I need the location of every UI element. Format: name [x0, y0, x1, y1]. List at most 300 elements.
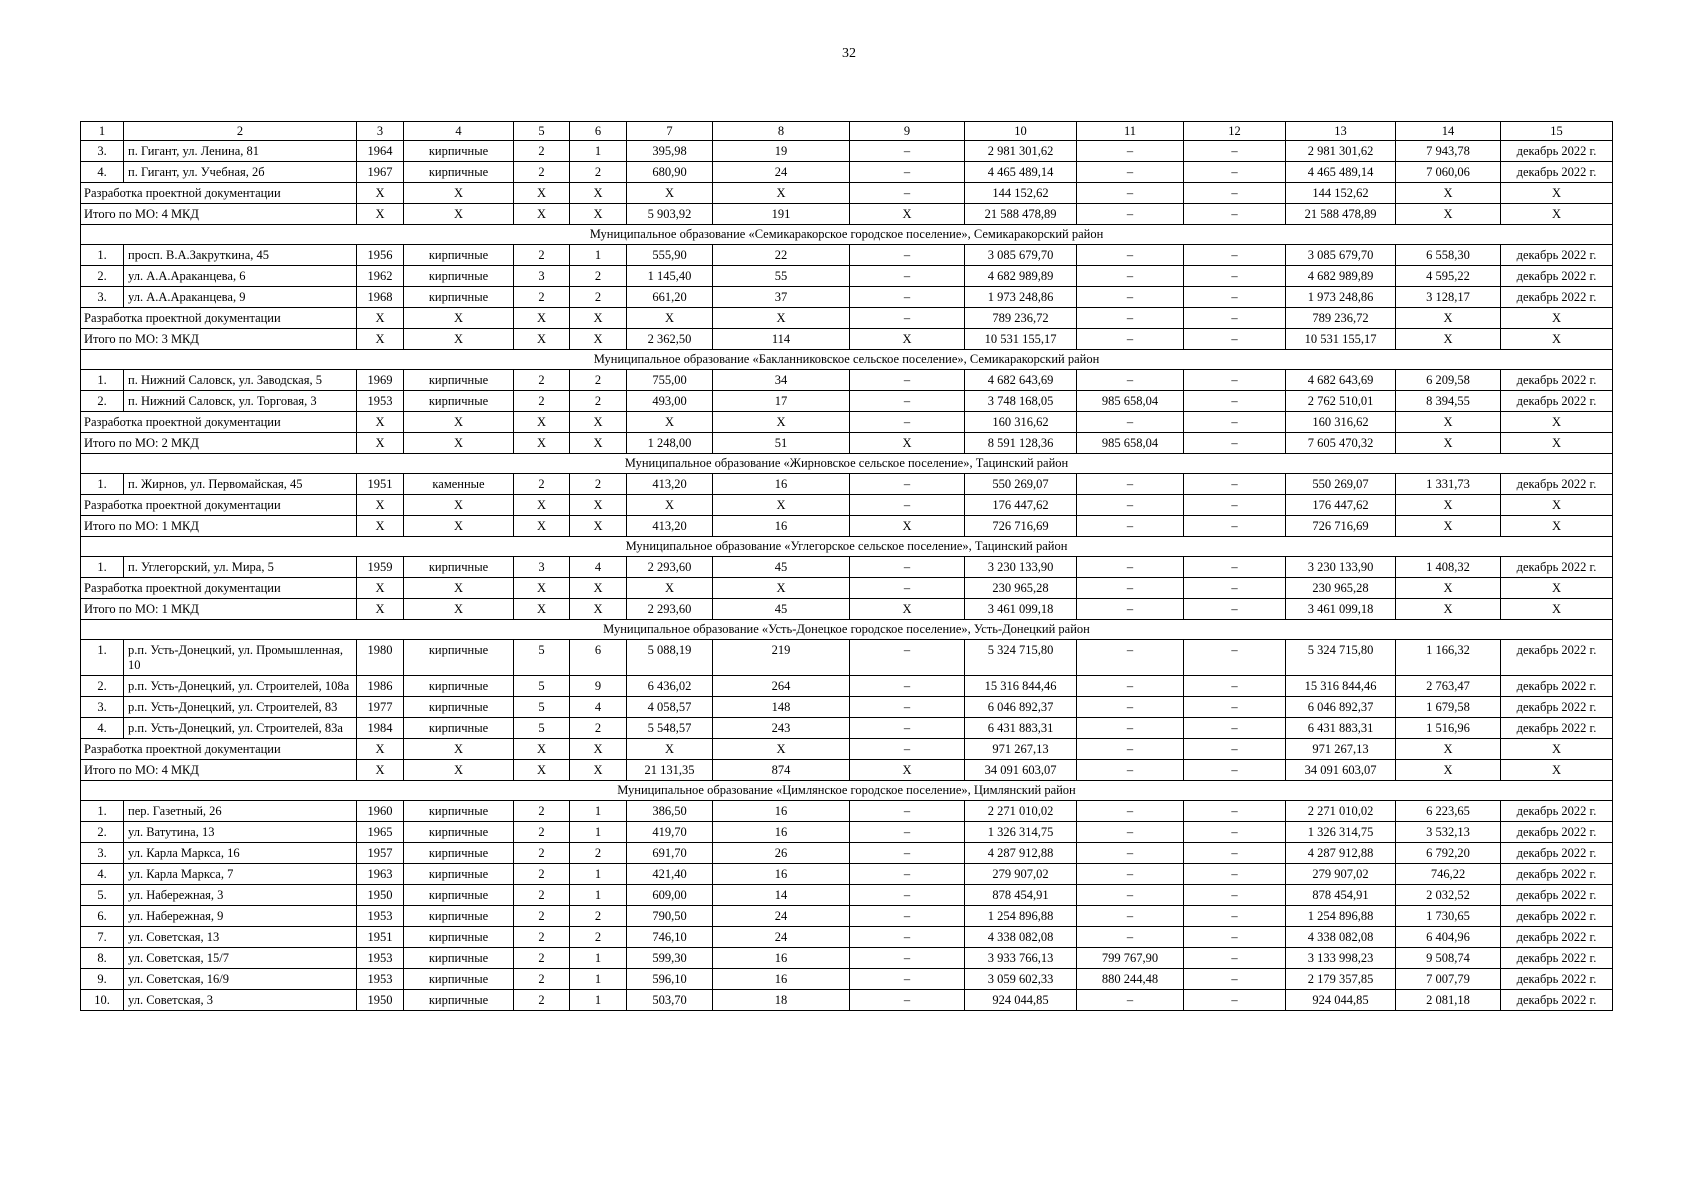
row-number: 4. [81, 864, 124, 885]
summary-cell-col3: Х [357, 204, 404, 225]
summary-cell-col14: Х [1396, 760, 1501, 781]
table-row [81, 927, 1613, 948]
cell-col11: – [1077, 557, 1184, 578]
summary-cell-col13: 176 447,62 [1286, 495, 1396, 516]
cell-col3: 1953 [357, 906, 404, 927]
summary-cell-col15: Х [1501, 308, 1613, 329]
summary-label: Разработка проектной документации [81, 412, 357, 433]
summary-cell-col10: 160 316,62 [965, 412, 1077, 433]
summary-cell-col8: 114 [713, 329, 850, 350]
summary-cell-col14: Х [1396, 412, 1501, 433]
cell-col4: кирпичные [404, 948, 514, 969]
summary-cell-col3: Х [357, 412, 404, 433]
cell-col3: 1977 [357, 697, 404, 718]
cell-col9: – [850, 718, 965, 739]
cell-col11: – [1077, 697, 1184, 718]
cell-col15: декабрь 2022 г. [1501, 801, 1613, 822]
cell-col14: 2 763,47 [1396, 676, 1501, 697]
summary-cell-col9: Х [850, 204, 965, 225]
cell-col3: 1986 [357, 676, 404, 697]
summary-cell-col10: 3 461 099,18 [965, 599, 1077, 620]
table-row [81, 990, 1613, 1011]
table-row [81, 718, 1613, 739]
cell-col14: 1 166,32 [1396, 640, 1501, 676]
summary-cell-col15: Х [1501, 516, 1613, 537]
row-number: 3. [81, 843, 124, 864]
cell-col11: 985 658,04 [1077, 391, 1184, 412]
cell-col12: – [1184, 718, 1286, 739]
cell-col11: – [1077, 885, 1184, 906]
cell-col15: декабрь 2022 г. [1501, 141, 1613, 162]
summary-cell-col8: Х [713, 308, 850, 329]
row-number: 3. [81, 697, 124, 718]
cell-col10: 1 973 248,86 [965, 287, 1077, 308]
summary-cell-col4: Х [404, 412, 514, 433]
summary-cell-col14: Х [1396, 599, 1501, 620]
cell-col13: 1 973 248,86 [1286, 287, 1396, 308]
cell-col9: – [850, 801, 965, 822]
row-number: 6. [81, 906, 124, 927]
summary-label: Итого по МО: 1 МКД [81, 516, 357, 537]
row-number: 3. [81, 287, 124, 308]
summary-cell-col12: – [1184, 204, 1286, 225]
cell-col4: каменные [404, 474, 514, 495]
summary-cell-col14: Х [1396, 578, 1501, 599]
column-number-9: 9 [850, 122, 965, 141]
summary-cell-col4: Х [404, 495, 514, 516]
cell-col6: 2 [570, 718, 627, 739]
address-cell: ул. Советская, 13 [124, 927, 357, 948]
summary-cell-col8: 16 [713, 516, 850, 537]
cell-col6: 2 [570, 474, 627, 495]
row-number: 3. [81, 141, 124, 162]
cell-col5: 2 [514, 370, 570, 391]
summary-cell-col15: Х [1501, 412, 1613, 433]
cell-col15: декабрь 2022 г. [1501, 370, 1613, 391]
cell-col5: 2 [514, 843, 570, 864]
cell-col8: 16 [713, 969, 850, 990]
cell-col13: 1 326 314,75 [1286, 822, 1396, 843]
row-number: 1. [81, 801, 124, 822]
cell-col12: – [1184, 822, 1286, 843]
cell-col15: декабрь 2022 г. [1501, 557, 1613, 578]
address-cell: ул. Ватутина, 13 [124, 822, 357, 843]
cell-col10: 2 271 010,02 [965, 801, 1077, 822]
summary-cell-col9: – [850, 412, 965, 433]
cell-col12: – [1184, 801, 1286, 822]
summary-cell-col11: – [1077, 183, 1184, 204]
page-number: 32 [842, 46, 856, 61]
cell-col14: 4 595,22 [1396, 266, 1501, 287]
cell-col6: 6 [570, 640, 627, 676]
cell-col11: – [1077, 245, 1184, 266]
cell-col9: – [850, 697, 965, 718]
summary-cell-col12: – [1184, 516, 1286, 537]
cell-col12: – [1184, 990, 1286, 1011]
section-title: Муниципальное образование «Усть-Донецкое городское поселение», Усть-Донецкий район [81, 620, 1613, 640]
summary-cell-col9: Х [850, 329, 965, 350]
summary-label: Итого по МО: 2 МКД [81, 433, 357, 454]
cell-col12: – [1184, 676, 1286, 697]
cell-col11: – [1077, 864, 1184, 885]
cell-col11: – [1077, 266, 1184, 287]
cell-col10: 550 269,07 [965, 474, 1077, 495]
section-title: Муниципальное образование «Углегорское сельское поселение», Тацинский район [81, 537, 1613, 557]
summary-cell-col11: – [1077, 599, 1184, 620]
summary-cell-col14: Х [1396, 329, 1501, 350]
cell-col12: – [1184, 843, 1286, 864]
cell-col13: 3 085 679,70 [1286, 245, 1396, 266]
cell-col9: – [850, 843, 965, 864]
cell-col11: – [1077, 474, 1184, 495]
cell-col4: кирпичные [404, 843, 514, 864]
cell-col5: 5 [514, 697, 570, 718]
table-row [81, 640, 1613, 676]
cell-col5: 5 [514, 718, 570, 739]
address-cell: п. Нижний Саловск, ул. Заводская, 5 [124, 370, 357, 391]
cell-col4: кирпичные [404, 266, 514, 287]
cell-col11: – [1077, 640, 1184, 676]
cell-col6: 2 [570, 843, 627, 864]
table-row [81, 864, 1613, 885]
cell-col9: – [850, 474, 965, 495]
summary-cell-col3: Х [357, 308, 404, 329]
cell-col14: 746,22 [1396, 864, 1501, 885]
summary-cell-col7: 2 362,50 [627, 329, 713, 350]
summary-cell-col9: – [850, 495, 965, 516]
cell-col13: 3 133 998,23 [1286, 948, 1396, 969]
summary-cell-col5: Х [514, 760, 570, 781]
cell-col11: – [1077, 990, 1184, 1011]
summary-cell-col6: Х [570, 412, 627, 433]
cell-col12: – [1184, 969, 1286, 990]
cell-col5: 2 [514, 948, 570, 969]
table-row [81, 370, 1613, 391]
cell-col3: 1965 [357, 822, 404, 843]
cell-col3: 1951 [357, 474, 404, 495]
cell-col10: 5 324 715,80 [965, 640, 1077, 676]
summary-cell-col10: 21 588 478,89 [965, 204, 1077, 225]
column-number-5: 5 [514, 122, 570, 141]
cell-col8: 16 [713, 948, 850, 969]
table-row [81, 141, 1613, 162]
cell-col12: – [1184, 370, 1286, 391]
cell-col6: 4 [570, 557, 627, 578]
summary-cell-col8: Х [713, 739, 850, 760]
address-cell: просп. В.А.Закруткина, 45 [124, 245, 357, 266]
summary-cell-col6: Х [570, 739, 627, 760]
cell-col11: – [1077, 843, 1184, 864]
address-cell: ул. А.А.Араканцева, 6 [124, 266, 357, 287]
summary-cell-col15: Х [1501, 183, 1613, 204]
cell-col5: 2 [514, 990, 570, 1011]
row-number: 9. [81, 969, 124, 990]
cell-col12: – [1184, 697, 1286, 718]
summary-row [81, 578, 1613, 599]
cell-col4: кирпичные [404, 990, 514, 1011]
cell-col14: 1 331,73 [1396, 474, 1501, 495]
summary-cell-col3: Х [357, 329, 404, 350]
summary-cell-col8: Х [713, 495, 850, 516]
cell-col10: 1 326 314,75 [965, 822, 1077, 843]
cell-col12: – [1184, 287, 1286, 308]
row-number: 1. [81, 474, 124, 495]
address-cell: п. Нижний Саловск, ул. Торговая, 3 [124, 391, 357, 412]
cell-col9: – [850, 822, 965, 843]
cell-col8: 16 [713, 474, 850, 495]
summary-cell-col10: 230 965,28 [965, 578, 1077, 599]
cell-col9: – [850, 885, 965, 906]
summary-cell-col4: Х [404, 739, 514, 760]
address-cell: п. Жирнов, ул. Первомайская, 45 [124, 474, 357, 495]
summary-cell-col13: 10 531 155,17 [1286, 329, 1396, 350]
cell-col9: – [850, 266, 965, 287]
cell-col7: 680,90 [627, 162, 713, 183]
cell-col5: 2 [514, 474, 570, 495]
cell-col7: 755,00 [627, 370, 713, 391]
cell-col9: – [850, 287, 965, 308]
cell-col13: 279 907,02 [1286, 864, 1396, 885]
cell-col12: – [1184, 266, 1286, 287]
summary-cell-col9: Х [850, 516, 965, 537]
table-row [81, 697, 1613, 718]
cell-col7: 419,70 [627, 822, 713, 843]
summary-cell-col7: Х [627, 578, 713, 599]
summary-cell-col15: Х [1501, 739, 1613, 760]
section-title: Муниципальное образование «Жирновское сельское поселение», Тацинский район [81, 454, 1613, 474]
summary-cell-col5: Х [514, 308, 570, 329]
cell-col13: 4 338 082,08 [1286, 927, 1396, 948]
cell-col7: 395,98 [627, 141, 713, 162]
summary-cell-col5: Х [514, 578, 570, 599]
row-number: 1. [81, 245, 124, 266]
summary-cell-col7: 5 903,92 [627, 204, 713, 225]
summary-cell-col10: 8 591 128,36 [965, 433, 1077, 454]
summary-cell-col12: – [1184, 412, 1286, 433]
cell-col14: 2 032,52 [1396, 885, 1501, 906]
cell-col13: 6 046 892,37 [1286, 697, 1396, 718]
cell-col14: 9 508,74 [1396, 948, 1501, 969]
cell-col15: декабрь 2022 г. [1501, 162, 1613, 183]
cell-col10: 1 254 896,88 [965, 906, 1077, 927]
cell-col14: 3 532,13 [1396, 822, 1501, 843]
cell-col12: – [1184, 474, 1286, 495]
cell-col12: – [1184, 885, 1286, 906]
cell-col6: 2 [570, 287, 627, 308]
cell-col14: 7 943,78 [1396, 141, 1501, 162]
cell-col3: 1968 [357, 287, 404, 308]
summary-cell-col9: – [850, 578, 965, 599]
column-number-1: 1 [81, 122, 124, 141]
table-row [81, 266, 1613, 287]
column-number-8: 8 [713, 122, 850, 141]
cell-col6: 2 [570, 391, 627, 412]
table-row [81, 474, 1613, 495]
summary-cell-col8: 51 [713, 433, 850, 454]
column-number-13: 13 [1286, 122, 1396, 141]
cell-col11: – [1077, 822, 1184, 843]
summary-row [81, 308, 1613, 329]
cell-col15: декабрь 2022 г. [1501, 676, 1613, 697]
cell-col14: 1 730,65 [1396, 906, 1501, 927]
summary-label: Разработка проектной документации [81, 578, 357, 599]
summary-cell-col11: – [1077, 412, 1184, 433]
cell-col5: 2 [514, 801, 570, 822]
row-number: 4. [81, 718, 124, 739]
summary-cell-col10: 176 447,62 [965, 495, 1077, 516]
cell-col13: 878 454,91 [1286, 885, 1396, 906]
summary-cell-col8: Х [713, 578, 850, 599]
summary-cell-col10: 789 236,72 [965, 308, 1077, 329]
cell-col6: 1 [570, 969, 627, 990]
cell-col3: 1963 [357, 864, 404, 885]
cell-col15: декабрь 2022 г. [1501, 287, 1613, 308]
row-number: 2. [81, 676, 124, 697]
cell-col12: – [1184, 557, 1286, 578]
summary-cell-col15: Х [1501, 578, 1613, 599]
cell-col15: декабрь 2022 г. [1501, 697, 1613, 718]
summary-cell-col4: Х [404, 308, 514, 329]
address-cell: ул. Карла Маркса, 7 [124, 864, 357, 885]
cell-col10: 4 287 912,88 [965, 843, 1077, 864]
cell-col9: – [850, 245, 965, 266]
header-row [81, 122, 1613, 141]
summary-cell-col12: – [1184, 308, 1286, 329]
cell-col8: 24 [713, 162, 850, 183]
cell-col13: 2 762 510,01 [1286, 391, 1396, 412]
cell-col15: декабрь 2022 г. [1501, 864, 1613, 885]
summary-cell-col13: 21 588 478,89 [1286, 204, 1396, 225]
cell-col6: 9 [570, 676, 627, 697]
cell-col3: 1956 [357, 245, 404, 266]
cell-col10: 3 085 679,70 [965, 245, 1077, 266]
summary-cell-col5: Х [514, 412, 570, 433]
cell-col4: кирпичные [404, 287, 514, 308]
column-number-14: 14 [1396, 122, 1501, 141]
cell-col6: 2 [570, 162, 627, 183]
summary-cell-col10: 34 091 603,07 [965, 760, 1077, 781]
summary-cell-col15: Х [1501, 495, 1613, 516]
section-header-row [81, 454, 1613, 474]
cell-col6: 4 [570, 697, 627, 718]
cell-col4: кирпичные [404, 245, 514, 266]
cell-col9: – [850, 948, 965, 969]
row-number: 2. [81, 266, 124, 287]
summary-cell-col7: Х [627, 739, 713, 760]
cell-col10: 4 465 489,14 [965, 162, 1077, 183]
cell-col4: кирпичные [404, 801, 514, 822]
cell-col12: – [1184, 141, 1286, 162]
summary-cell-col9: Х [850, 433, 965, 454]
summary-cell-col8: 874 [713, 760, 850, 781]
cell-col12: – [1184, 906, 1286, 927]
cell-col9: – [850, 141, 965, 162]
cell-col14: 7 060,06 [1396, 162, 1501, 183]
cell-col13: 4 682 989,89 [1286, 266, 1396, 287]
summary-cell-col3: Х [357, 599, 404, 620]
summary-cell-col12: – [1184, 599, 1286, 620]
row-number: 1. [81, 370, 124, 391]
cell-col6: 1 [570, 245, 627, 266]
cell-col13: 4 287 912,88 [1286, 843, 1396, 864]
cell-col15: декабрь 2022 г. [1501, 266, 1613, 287]
table-row [81, 162, 1613, 183]
cell-col10: 279 907,02 [965, 864, 1077, 885]
summary-cell-col7: Х [627, 495, 713, 516]
cell-col4: кирпичные [404, 885, 514, 906]
row-number: 4. [81, 162, 124, 183]
cell-col4: кирпичные [404, 370, 514, 391]
summary-cell-col8: 191 [713, 204, 850, 225]
cell-col14: 3 128,17 [1396, 287, 1501, 308]
address-cell: р.п. Усть-Донецкий, ул. Промышленная, 10 [124, 640, 357, 676]
cell-col15: декабрь 2022 г. [1501, 640, 1613, 676]
summary-cell-col9: – [850, 739, 965, 760]
cell-col13: 2 271 010,02 [1286, 801, 1396, 822]
cell-col8: 19 [713, 141, 850, 162]
summary-cell-col15: Х [1501, 204, 1613, 225]
cell-col3: 1953 [357, 969, 404, 990]
cell-col15: декабрь 2022 г. [1501, 245, 1613, 266]
section-header-row [81, 537, 1613, 557]
table-row [81, 843, 1613, 864]
cell-col3: 1959 [357, 557, 404, 578]
summary-cell-col8: Х [713, 183, 850, 204]
cell-col7: 555,90 [627, 245, 713, 266]
cell-col10: 15 316 844,46 [965, 676, 1077, 697]
summary-label: Итого по МО: 4 МКД [81, 204, 357, 225]
cell-col11: – [1077, 676, 1184, 697]
summary-cell-col13: 971 267,13 [1286, 739, 1396, 760]
summary-cell-col11: 985 658,04 [1077, 433, 1184, 454]
cell-col11: – [1077, 906, 1184, 927]
cell-col12: – [1184, 948, 1286, 969]
address-cell: ул. Советская, 15/7 [124, 948, 357, 969]
summary-label: Итого по МО: 1 МКД [81, 599, 357, 620]
housing-repair-table [80, 121, 1613, 1011]
summary-cell-col13: 160 316,62 [1286, 412, 1396, 433]
summary-cell-col9: Х [850, 599, 965, 620]
cell-col10: 4 338 082,08 [965, 927, 1077, 948]
summary-cell-col5: Х [514, 516, 570, 537]
cell-col11: 880 244,48 [1077, 969, 1184, 990]
summary-cell-col6: Х [570, 495, 627, 516]
cell-col3: 1960 [357, 801, 404, 822]
cell-col8: 16 [713, 801, 850, 822]
summary-cell-col14: Х [1396, 495, 1501, 516]
summary-cell-col6: Х [570, 433, 627, 454]
cell-col15: декабрь 2022 г. [1501, 885, 1613, 906]
cell-col7: 5 088,19 [627, 640, 713, 676]
cell-col9: – [850, 162, 965, 183]
summary-cell-col9: Х [850, 760, 965, 781]
summary-cell-col5: Х [514, 433, 570, 454]
cell-col5: 2 [514, 927, 570, 948]
cell-col15: декабрь 2022 г. [1501, 843, 1613, 864]
cell-col6: 2 [570, 927, 627, 948]
cell-col14: 1 516,96 [1396, 718, 1501, 739]
summary-cell-col4: Х [404, 329, 514, 350]
cell-col8: 219 [713, 640, 850, 676]
cell-col13: 6 431 883,31 [1286, 718, 1396, 739]
cell-col13: 2 981 301,62 [1286, 141, 1396, 162]
cell-col7: 386,50 [627, 801, 713, 822]
cell-col4: кирпичные [404, 927, 514, 948]
cell-col3: 1964 [357, 141, 404, 162]
table-row [81, 557, 1613, 578]
cell-col4: кирпичные [404, 676, 514, 697]
summary-cell-col15: Х [1501, 329, 1613, 350]
